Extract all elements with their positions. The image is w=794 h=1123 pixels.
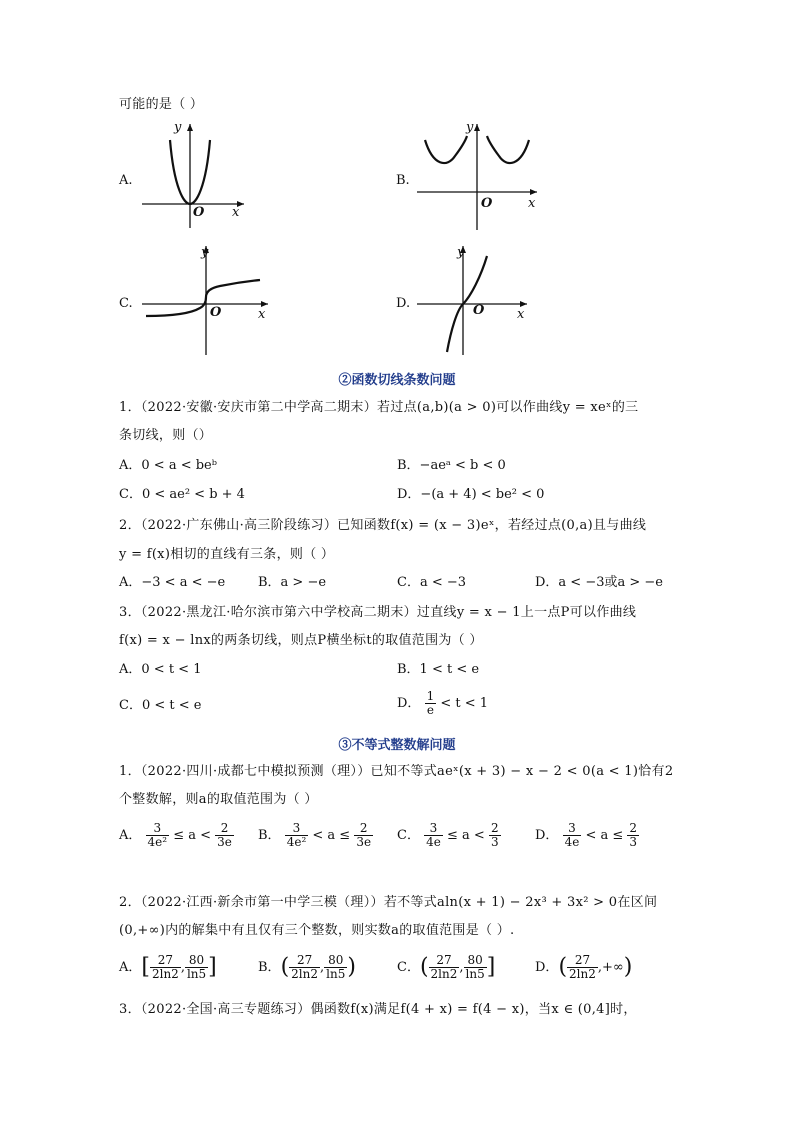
graph-a-x-label: x: [232, 205, 240, 220]
graph-d-x-label: x: [517, 307, 525, 322]
graph-a-origin: O: [193, 205, 205, 220]
s3-q1-option-d[interactable]: D． $\frac{3}{4e}$ < a ≤ $\frac{2}{3}$: [535, 821, 638, 849]
s3-q1-option-b[interactable]: B． $\frac{3}{\text{4e²}}$ < a ≤ $\frac{2}{3e}$: [258, 821, 372, 849]
s2-q1-option-d[interactable]: D．−(a + 4) < be² < 0: [397, 487, 545, 502]
graph-a-label: A.: [119, 173, 133, 188]
s3-q3-line1: 3．（2022·全国·高三专题练习）偶函数f(x)满足f(4 + x) = f(4 − x)，当x ∈ (0,4]时，: [119, 1002, 637, 1017]
s3-q2-option-a[interactable]: A．[ $\frac{27}{2\ln 2}$ , $\frac{80}{\ln 5}$ ]: [119, 953, 217, 981]
graph-c-x-label: x: [258, 307, 266, 322]
graph-d-y-label: y: [457, 245, 465, 260]
graph-c-origin: O: [210, 305, 222, 320]
graph-b-y-label: y: [466, 120, 474, 135]
s2-q3-option-b[interactable]: B．1 < t < e: [397, 662, 480, 677]
s2-q1-line1: 1．（2022·安徽·安庆市第二中学高二期末）若过点(a,b)(a > 0)可以作曲线y = xeˣ的三: [119, 400, 639, 415]
graph-b-x-arrow: [530, 189, 537, 195]
s2-q2-line1: 2．（2022·广东佛山·高三阶段练习）已知函数f(x) = (x − 3)eˣ，若经过点(0,a)且与曲线: [119, 518, 647, 533]
s3-q2-option-d[interactable]: D．( $\frac{27}{2\ln 2}$ ,+∞): [535, 953, 633, 981]
s3-q1-line2: 个整数解，则a的取值范围为（ ）: [119, 792, 318, 807]
graph-c-curve: [146, 280, 260, 316]
s2-q3-line1: 3．（2022·黑龙江·哈尔滨市第六中学校高二期末）过直线y = x − 1上一点P可以作曲线: [119, 605, 637, 620]
graph-d-label: D.: [396, 296, 411, 311]
graph-b-origin: O: [481, 196, 493, 211]
s2-q2-option-c[interactable]: C．a < −3: [397, 575, 467, 590]
s2-q2-option-a[interactable]: A．−3 < a < −e: [119, 575, 226, 590]
s3-q2-line2: (0,+∞)内的解集中有且仅有三个整数，则实数a的取值范围是（ ）.: [119, 923, 515, 938]
s2-q3-option-d-fraction: $\frac{1}{e}$: [426, 689, 435, 717]
s3-q2-option-c[interactable]: C．( $\frac{27}{2\ln 2}$ , $\frac{80}{\ln 5}$ ]: [397, 953, 496, 981]
s2-q3-option-c[interactable]: C．0 < t < e: [119, 698, 202, 713]
graph-c-y-label: y: [201, 245, 209, 260]
graph-b: [415, 118, 545, 233]
graph-b-right-branch: [487, 136, 529, 163]
s3-q1-line1: 1．（2022·四川·成都七中模拟预测（理））已知不等式aeˣ(x + 3) − x − 2 < 0(a < 1)恰有2: [119, 764, 674, 779]
s2-q1-option-a[interactable]: A．0 < a < beᵇ: [119, 458, 217, 473]
section2-title: ②函数切线条数问题: [338, 373, 456, 388]
s3-q1-option-c[interactable]: C． $\frac{3}{4e}$ ≤ a < $\frac{2}{3}$: [397, 821, 499, 849]
graph-d-origin: O: [473, 303, 485, 318]
s2-q3-line2: f(x) = x − lnx的两条切线，则点P横坐标t的取值范围为（ ）: [119, 633, 483, 648]
s3-q2-option-b[interactable]: B．( $\frac{27}{2\ln 2}$ , $\frac{80}{\ln 5}$ ): [258, 953, 356, 981]
graph-a-y-arrow: [187, 124, 193, 131]
graph-b-x-label: x: [528, 196, 536, 211]
s2-q3-option-a[interactable]: A．0 < t < 1: [119, 662, 202, 677]
graph-b-left-branch: [425, 136, 467, 163]
s2-q3-option-d-label: D．: [397, 696, 421, 711]
s3-q1-option-a[interactable]: A． $\frac{3}{\text{4e²}}$ ≤ a < $\frac{2}{3e}$: [119, 821, 232, 849]
graph-b-y-arrow: [474, 124, 480, 131]
s2-q2-line2: y = f(x)相切的直线有三条，则（ ）: [119, 547, 335, 562]
graph-b-label: B.: [396, 173, 410, 188]
s2-q3-option-d-tail: < t < 1: [440, 696, 489, 711]
s2-q1-option-c[interactable]: C．0 < ae² < b + 4: [119, 487, 245, 502]
s2-q1-line2: 条切线，则（）: [119, 428, 213, 443]
graph-c-label: C.: [119, 296, 133, 311]
s2-q3-option-d[interactable]: [397, 690, 488, 717]
graph-a-y-label: y: [174, 120, 182, 135]
s2-q2-option-d[interactable]: D．a < −3或a > −e: [535, 575, 663, 590]
s2-q1-option-b[interactable]: B．−aeᵃ < b < 0: [397, 458, 506, 473]
s3-q2-line1: 2．（2022·江西·新余市第一中学三模（理））若不等式aln(x + 1) − 2x³ + 3x² > 0在区间: [119, 895, 658, 910]
intro-line: 可能的是（ ）: [119, 97, 204, 112]
section3-title: ③不等式整数解问题: [338, 738, 456, 753]
s2-q2-option-b[interactable]: B．a > −e: [258, 575, 327, 590]
graph-d: [415, 240, 535, 358]
